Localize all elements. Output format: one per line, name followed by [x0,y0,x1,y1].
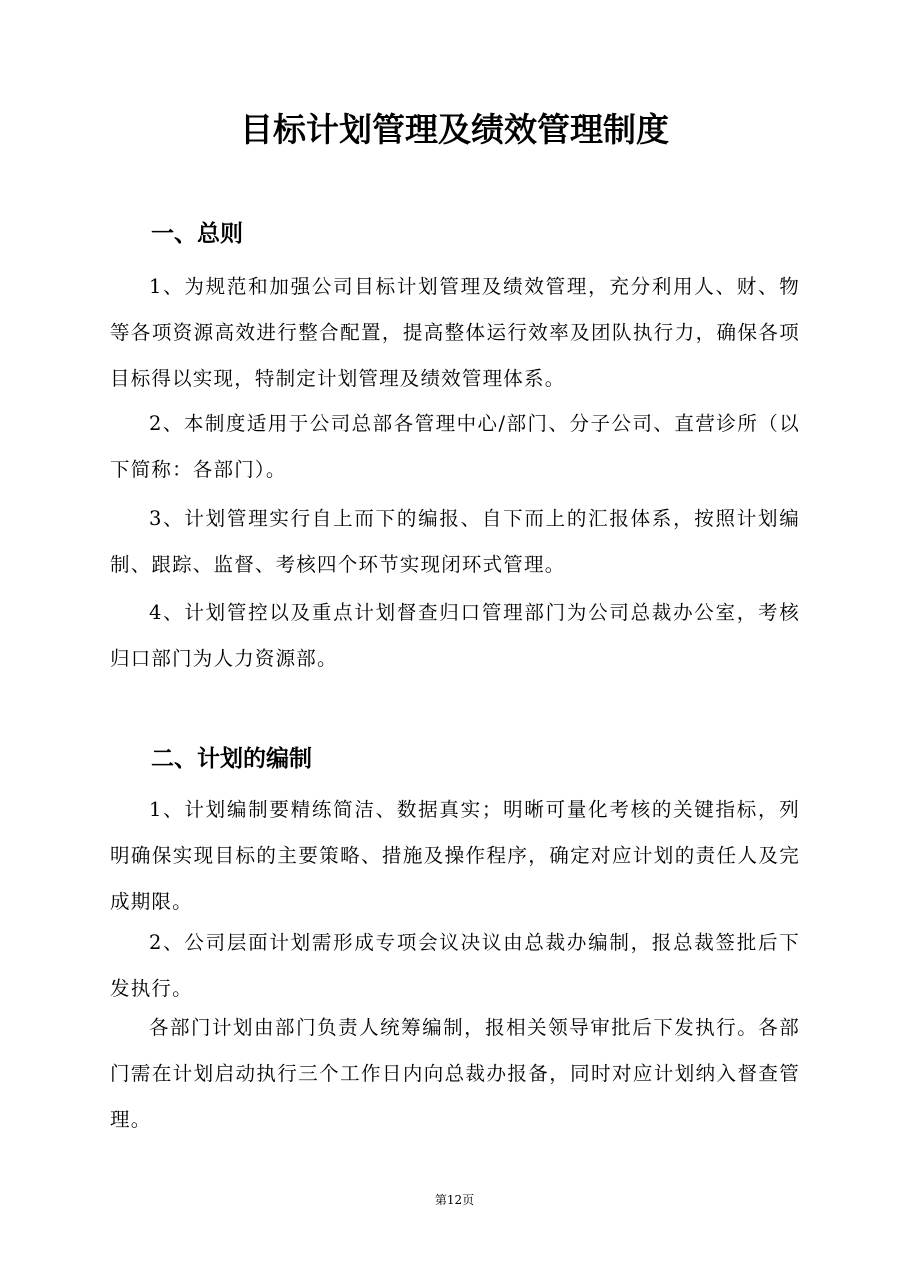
paragraph: 1、为规范和加强公司目标计划管理及绩效管理，充分利用人、财、物等各项资源高效进行整合配置，提高整体运行效率及团队执行力，确保各项目标得以实现，特制定计划管理及绩效管理体系。 [110,275,800,390]
paragraph: 2、公司层面计划需形成专项会议决议由总裁办编制，报总裁签批后下发执行。 [110,931,800,1000]
paragraph: 各部门计划由部门负责人统筹编制，报相关领导审批后下发执行。各部门需在计划启动执行三个工作日内向总裁办报备，同时对应计划纳入督查管理。 [110,1016,800,1131]
document-title: 目标计划管理及绩效管理制度 [240,110,669,149]
paragraph: 1、计划编制要精练简洁、数据真实；明晰可量化考核的关键指标，列明确保实现目标的主要策略、措施及操作程序，确定对应计划的责任人及完成期限。 [110,798,800,913]
paragraph: 2、本制度适用于公司总部各管理中心/部门、分子公司、直营诊所（以下简称：各部门）。 [110,412,800,481]
page-number: 第12页 [434,1193,475,1207]
paragraph: 3、计划管理实行自上而下的编报、自下而上的汇报体系，按照计划编制、跟踪、监督、考核四个环节实现闭环式管理。 [110,507,800,576]
paragraph: 4、计划管控以及重点计划督查归口管理部门为公司总裁办公室，考核归口部门为人力资源部。 [110,601,800,670]
section-heading-plan-preparation: 二、计划的编制 [151,746,312,772]
section-heading-general: 一、总则 [151,221,243,247]
